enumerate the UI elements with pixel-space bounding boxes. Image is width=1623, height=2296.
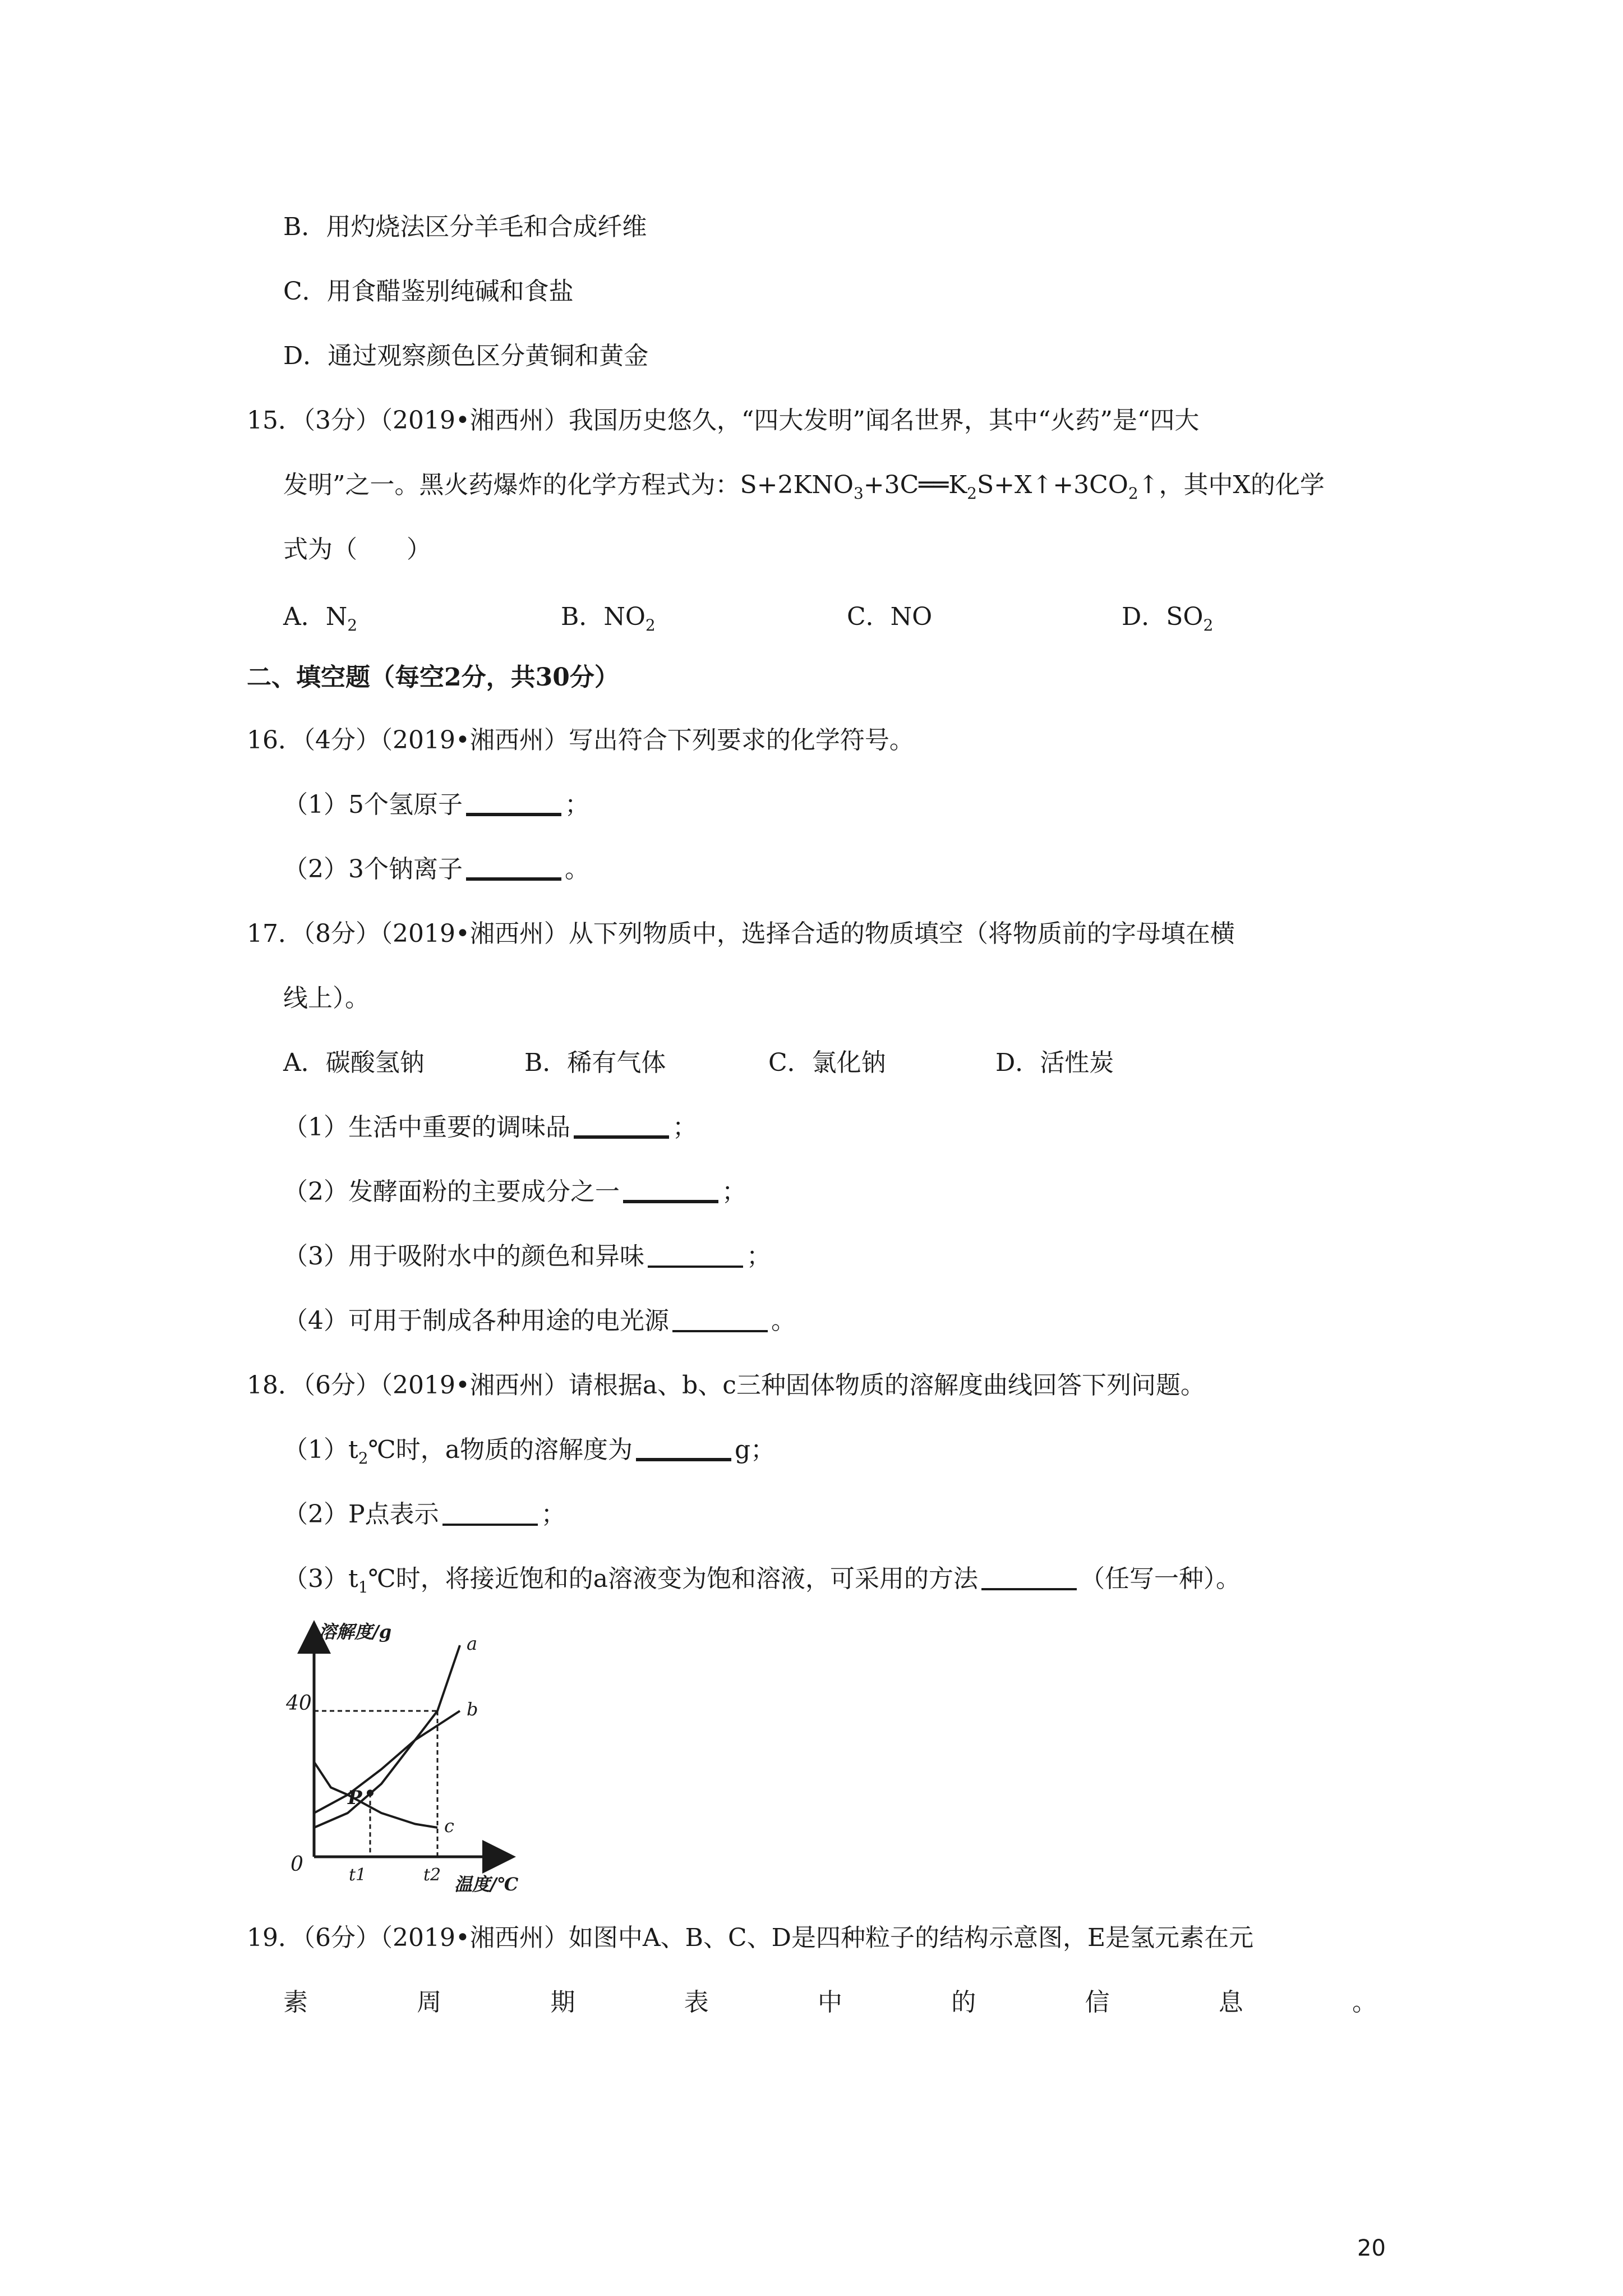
q19-char: 表 — [684, 1988, 709, 2017]
q19-char: 。 — [1352, 1988, 1377, 2017]
curve-label-b: b — [467, 1699, 478, 1720]
origin-label: 0 — [291, 1853, 303, 1876]
q14-option-b: B．用灼烧法区分羊毛和合成纤维 — [283, 213, 647, 241]
point-p — [367, 1789, 374, 1796]
answer-blank[interactable] — [442, 1501, 538, 1526]
q15-option-c: C．NO — [847, 602, 933, 631]
q19-char: 息 — [1218, 1988, 1243, 2017]
y-tick-label: 40 — [286, 1692, 312, 1715]
section-heading: 二、填空题（每空2分，共30分） — [247, 663, 619, 692]
q17-part3: （3）用于吸附水中的颜色和异味 ； — [283, 1242, 771, 1271]
q17-option-d: D．活性炭 — [995, 1048, 1114, 1077]
q14-option-c: C．用食醋鉴别纯碱和食盐 — [283, 277, 574, 306]
page-number: 20 — [1357, 2235, 1386, 2261]
q18-part3: $(3)t_1℃$时，将接近饱和的a溶液变为饱和溶液，可采用的方法 （任写一种）。 — [283, 1565, 1241, 1596]
q17-option-c: C．氯化钠 — [768, 1048, 886, 1077]
q17-part4: （4）可用于制成各种用途的电光源 。 — [283, 1306, 796, 1335]
q15-line2: 发明”之一。黑火药爆炸的化学方程式为：$S+2KNO_3+3C══K_2S+X↑+3CO_2↑$，其中X的化学 — [283, 471, 1325, 503]
q17-line1: 17．（8分）（2019•湘西州）从下列物质中，选择合适的物质填空（将物质前的字母填在横 — [247, 919, 1235, 948]
q15-option-a: A．$N_2$ — [283, 602, 358, 634]
curve-label-c: c — [444, 1815, 454, 1837]
q19-line2 — [283, 1986, 1377, 2019]
answer-blank[interactable] — [574, 1113, 669, 1139]
q17-part1: （1）生活中重要的调味品 ； — [283, 1113, 697, 1142]
q17-option-b: B．稀有气体 — [524, 1048, 666, 1077]
x-tick-t2: t2 — [423, 1865, 441, 1885]
curve-c — [314, 1762, 437, 1828]
q17-option-a: A．碳酸氢钠 — [283, 1048, 425, 1077]
q18-part1: $(1)t_2℃$时，a物质的溶解度为 g； — [283, 1435, 776, 1467]
q15-line1: 15．（3分）（2019•湘西州）我国历史悠久，“四大发明”闻名世界，其中“火药”是“四大 — [247, 406, 1200, 435]
q15-line3: 式为（ ） — [283, 535, 431, 564]
answer-blank[interactable] — [981, 1566, 1077, 1590]
point-p-label: P — [348, 1787, 362, 1809]
q19-char: 信 — [1085, 1988, 1110, 2017]
answer-blank[interactable] — [672, 1308, 768, 1332]
q19-line1: 19．（6分）（2019•湘西州）如图中A、B、C、D是四种粒子的结构示意图，E是氢元素在元 — [247, 1924, 1254, 1952]
q15-option-b: B．$NO_2$ — [561, 602, 656, 634]
q18-part2: （2）P点表示 ； — [283, 1500, 566, 1529]
y-axis-label: 溶解度/g — [319, 1621, 392, 1642]
q19-char: 周 — [417, 1988, 442, 2017]
x-tick-t1: t1 — [349, 1865, 367, 1885]
q17-part2: （2）发酵面粉的主要成分之一 ； — [283, 1177, 746, 1206]
q15-option-d: D．$SO_2$ — [1122, 602, 1214, 634]
q16-title: 16．（4分）（2019•湘西州）写出符合下列要求的化学符号。 — [247, 726, 914, 754]
q14-option-d: D．通过观察颜色区分黄铜和黄金 — [283, 342, 649, 370]
answer-blank[interactable] — [623, 1177, 718, 1203]
q19-char: 中 — [818, 1988, 842, 2017]
q18-title: 18．（6分）（2019•湘西州）请根据a、b、c三种固体物质的溶解度曲线回答下列问题。 — [247, 1371, 1205, 1400]
answer-blank[interactable] — [648, 1243, 743, 1268]
q16-part2: （2）3个钠离子 。 — [283, 855, 589, 884]
answer-blank[interactable] — [466, 790, 561, 816]
answer-blank[interactable] — [466, 855, 561, 881]
q19-char: 期 — [550, 1988, 575, 2017]
q17-line2: 线上）。 — [283, 984, 370, 1013]
x-axis-label: 温度/℃ — [454, 1874, 519, 1895]
solubility-chart — [286, 1616, 566, 1896]
q16-part1: （1）5个氢原子 ； — [283, 790, 589, 819]
curve-label-a: a — [467, 1633, 478, 1654]
q19-char: 的 — [951, 1988, 976, 2017]
q19-char: 素 — [283, 1988, 308, 2017]
answer-blank[interactable] — [636, 1435, 731, 1461]
